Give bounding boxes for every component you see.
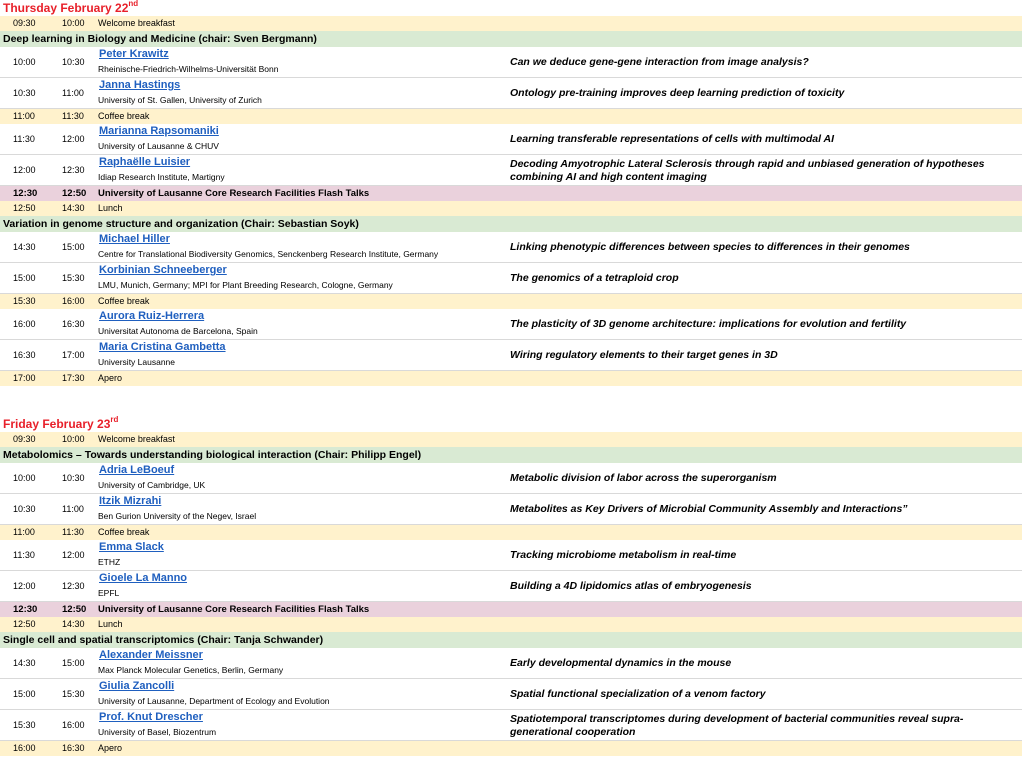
session-label: Lunch xyxy=(98,203,123,213)
start-time: 16:00 xyxy=(13,743,36,753)
speaker-link[interactable]: Alexander Meissner xyxy=(99,649,203,661)
speaker-link[interactable]: Peter Krawitz xyxy=(99,48,169,60)
end-time: 10:30 xyxy=(62,473,85,483)
talk-row xyxy=(0,463,1022,494)
end-time: 16:00 xyxy=(62,296,85,306)
end-time: 11:30 xyxy=(62,111,84,121)
start-time: 12:50 xyxy=(13,619,36,629)
talk-row xyxy=(0,648,1022,679)
end-time: 12:30 xyxy=(62,581,85,591)
speaker-affiliation: Rheinische-Friedrich-Wilhelms-Universität Bonn xyxy=(98,64,279,74)
speaker-affiliation: Centre for Translational Biodiversity Genomics, Senckenberg Research Institute, Germany xyxy=(98,249,439,259)
talk-title: Learning transferable representations of cells with multimodal AI xyxy=(510,133,835,145)
talk-row xyxy=(0,263,1022,294)
break-row xyxy=(0,294,1022,309)
end-time: 10:00 xyxy=(62,434,85,444)
talk-row xyxy=(0,710,1022,741)
speaker-link[interactable]: Raphaëlle Luisier xyxy=(99,156,191,168)
start-time: 10:00 xyxy=(13,473,36,483)
speaker-affiliation: University Lausanne xyxy=(98,357,176,367)
end-time: 12:30 xyxy=(62,165,85,175)
start-time: 16:30 xyxy=(13,350,36,360)
start-time: 11:30 xyxy=(13,550,35,560)
day-heading-suffix: nd xyxy=(128,0,139,8)
start-time: 12:30 xyxy=(13,188,38,199)
end-time: 12:50 xyxy=(62,188,87,199)
speaker-affiliation: Idiap Research Institute, Martigny xyxy=(98,172,225,182)
start-time: 10:30 xyxy=(13,504,36,514)
end-time: 11:00 xyxy=(62,504,84,514)
talk-row xyxy=(0,309,1022,340)
speaker-affiliation: LMU, Munich, Germany; MPI for Plant Breeding Research, Cologne, Germany xyxy=(98,280,393,290)
talk-title: The genomics of a tetraploid crop xyxy=(510,272,679,284)
break-row xyxy=(0,109,1022,124)
talk-title: Linking phenotypic differences between species to differences in their genomes xyxy=(510,241,910,253)
start-time: 12:30 xyxy=(13,604,38,615)
start-time: 12:00 xyxy=(13,165,36,175)
speaker-link[interactable]: Michael Hiller xyxy=(99,233,170,245)
end-time: 14:30 xyxy=(62,619,85,629)
end-time: 15:00 xyxy=(62,242,85,252)
talk-title: Ontology pre-training improves deep learning prediction of toxicity xyxy=(510,87,845,99)
speaker-link[interactable]: Marianna Rapsomaniki xyxy=(99,125,219,137)
session-label: Coffee break xyxy=(98,296,150,306)
end-time: 17:30 xyxy=(62,373,85,383)
end-time: 15:00 xyxy=(62,658,85,668)
day-heading-suffix: rd xyxy=(110,415,119,424)
flash-talks-row xyxy=(0,602,1022,617)
day-heading xyxy=(3,417,118,431)
session-label: Coffee break xyxy=(98,527,150,537)
start-time: 16:00 xyxy=(13,319,36,329)
end-time: 12:50 xyxy=(62,604,87,615)
speaker-affiliation: Ben Gurion University of the Negev, Israel xyxy=(98,511,257,521)
talk-title: Spatiotemporal transcriptomes during development of bacterial communities reveal supra-generational cooperation xyxy=(510,712,964,738)
speaker-affiliation: University of Lausanne, Department of Ecology and Evolution xyxy=(98,696,330,706)
end-time: 12:00 xyxy=(62,134,85,144)
speaker-affiliation: University of Basel, Biozentrum xyxy=(98,727,217,737)
speaker-affiliation: University of Cambridge, UK xyxy=(98,480,206,490)
session-label: Lunch xyxy=(98,619,123,629)
talk-row xyxy=(0,232,1022,263)
talk-row xyxy=(0,124,1022,155)
end-time: 10:30 xyxy=(62,57,85,67)
session-header: Deep learning in Biology and Medicine (chair: Sven Bergmann) xyxy=(0,31,1022,47)
end-time: 17:00 xyxy=(62,350,85,360)
start-time: 15:30 xyxy=(13,296,36,306)
talk-row xyxy=(0,155,1022,186)
speaker-link[interactable]: Giulia Zancolli xyxy=(99,680,175,692)
end-time: 16:30 xyxy=(62,319,85,329)
speaker-link[interactable]: Korbinian Schneeberger xyxy=(99,264,227,276)
talk-row xyxy=(0,47,1022,78)
break-row xyxy=(0,16,1022,31)
speaker-link[interactable]: Aurora Ruiz-Herrera xyxy=(99,310,205,322)
talk-row xyxy=(0,679,1022,710)
session-header: Variation in genome structure and organization (Chair: Sebastian Soyk) xyxy=(0,216,1022,232)
break-row xyxy=(0,371,1022,386)
day-heading-label: Friday February 23 xyxy=(3,417,111,431)
end-time: 11:00 xyxy=(62,88,84,98)
talk-row xyxy=(0,540,1022,571)
speaker-link[interactable]: Adria LeBoeuf xyxy=(99,464,175,476)
start-time: 09:30 xyxy=(13,18,36,28)
break-row xyxy=(0,201,1022,216)
break-row xyxy=(0,432,1022,447)
speaker-link[interactable]: Itzik Mizrahi xyxy=(99,495,162,507)
talk-title: Tracking microbiome metabolism in real-time xyxy=(510,549,737,561)
start-time: 12:00 xyxy=(13,581,36,591)
end-time: 10:00 xyxy=(62,18,85,28)
talk-title: Metabolites as Key Drivers of Microbial Community Assembly and Interactions” xyxy=(510,503,908,515)
start-time: 12:50 xyxy=(13,203,36,213)
session-label: Apero xyxy=(98,743,123,753)
day-heading-label: Thursday February 22 xyxy=(3,1,129,15)
talk-title: Metabolic division of labor across the superorganism xyxy=(510,472,777,484)
talk-title: Can we deduce gene-gene interaction from image analysis? xyxy=(510,56,809,68)
talk-row xyxy=(0,571,1022,602)
talk-title: Early developmental dynamics in the mouse xyxy=(510,657,732,669)
talk-title: Building a 4D lipidomics atlas of embryogenesis xyxy=(510,580,752,592)
talk-title: Decoding Amyotrophic Lateral Sclerosis through rapid and unbiased generation of hypotheses combining AI and high content imaging xyxy=(510,157,985,183)
start-time: 11:00 xyxy=(13,111,35,121)
session-header: Single cell and spatial transcriptomics (Chair: Tanja Schwander) xyxy=(0,632,1022,648)
start-time: 10:30 xyxy=(13,88,36,98)
talk-title: Wiring regulatory elements to their target genes in 3D xyxy=(510,349,778,361)
speaker-affiliation: University of Lausanne & CHUV xyxy=(98,141,219,151)
talk-row xyxy=(0,494,1022,525)
end-time: 15:30 xyxy=(62,689,85,699)
start-time: 14:30 xyxy=(13,658,36,668)
start-time: 11:00 xyxy=(13,527,35,537)
end-time: 12:00 xyxy=(62,550,85,560)
end-time: 16:00 xyxy=(62,720,85,730)
end-time: 16:30 xyxy=(62,743,85,753)
speaker-affiliation: Max Planck Molecular Genetics, Berlin, Germany xyxy=(98,665,284,675)
start-time: 14:30 xyxy=(13,242,36,252)
talk-title: Spatial functional specialization of a venom factory xyxy=(510,688,766,700)
speaker-link[interactable]: Maria Cristina Gambetta xyxy=(99,341,226,353)
session-header: Metabolomics – Towards understanding biological interaction (Chair: Philipp Engel) xyxy=(0,447,1022,463)
speaker-link[interactable]: Gioele La Manno xyxy=(99,572,188,584)
session-label: Welcome breakfast xyxy=(98,18,175,28)
end-time: 14:30 xyxy=(62,203,85,213)
speaker-affiliation: EPFL xyxy=(98,588,120,598)
start-time: 09:30 xyxy=(13,434,36,444)
session-label: University of Lausanne Core Research Facilities Flash Talks xyxy=(98,604,370,615)
talk-row xyxy=(0,78,1022,109)
flash-talks-row xyxy=(0,186,1022,201)
talk-row xyxy=(0,340,1022,371)
break-row xyxy=(0,525,1022,540)
break-row xyxy=(0,617,1022,632)
start-time: 15:00 xyxy=(13,273,36,283)
speaker-affiliation: Universitat Autonoma de Barcelona, Spain xyxy=(98,326,258,336)
session-label: Coffee break xyxy=(98,111,150,121)
start-time: 10:00 xyxy=(13,57,36,67)
end-time: 11:30 xyxy=(62,527,84,537)
speaker-link[interactable]: Emma Slack xyxy=(99,541,164,553)
speaker-affiliation: ETHZ xyxy=(98,557,121,567)
start-time: 15:00 xyxy=(13,689,36,699)
session-label: Welcome breakfast xyxy=(98,434,175,444)
talk-title: The plasticity of 3D genome architecture: implications for evolution and fertility xyxy=(510,318,907,330)
speaker-affiliation: University of St. Gallen, University of Zurich xyxy=(98,95,262,105)
session-label: Apero xyxy=(98,373,123,383)
start-time: 15:30 xyxy=(13,720,36,730)
start-time: 11:30 xyxy=(13,134,35,144)
end-time: 15:30 xyxy=(62,273,85,283)
break-row xyxy=(0,741,1022,756)
speaker-link[interactable]: Prof. Knut Drescher xyxy=(99,711,203,723)
session-label: University of Lausanne Core Research Facilities Flash Talks xyxy=(98,188,370,199)
speaker-link[interactable]: Janna Hastings xyxy=(99,79,181,91)
start-time: 17:00 xyxy=(13,373,36,383)
day-heading xyxy=(3,1,138,15)
